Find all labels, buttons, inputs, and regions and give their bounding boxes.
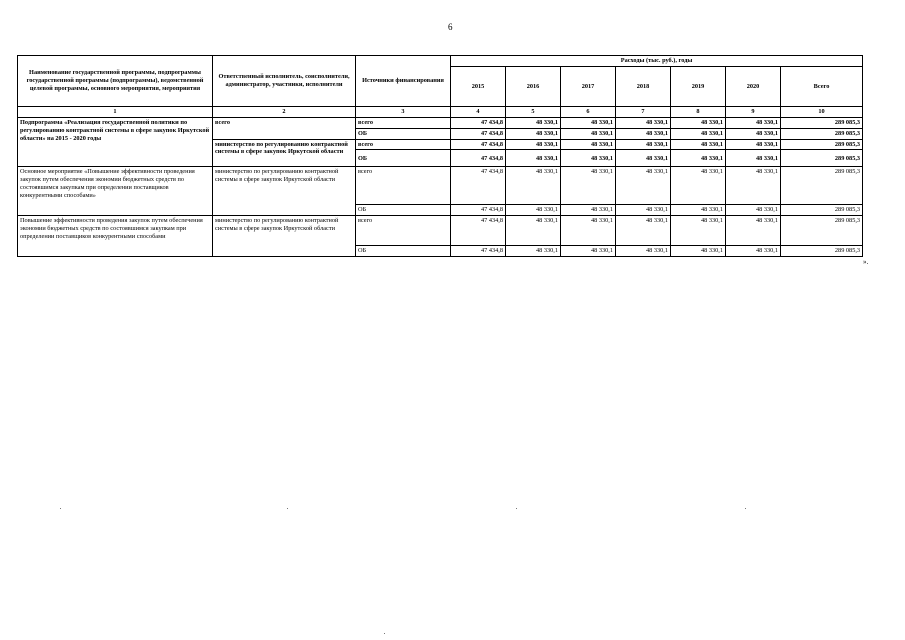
header-expenses: Расходы (тыс. руб.), годы <box>451 56 863 67</box>
column-number: 5 <box>506 107 561 118</box>
header-executor: Ответственный исполнитель, соисполнители, администратор, участники, исполнители <box>213 56 356 107</box>
value-cell: 48 330,1 <box>616 117 671 128</box>
value-cell: 48 330,1 <box>506 150 561 167</box>
source-cell: ОБ <box>356 205 451 216</box>
column-number-row <box>18 107 863 118</box>
value-cell: 48 330,1 <box>671 246 726 257</box>
value-cell: 48 330,1 <box>561 139 616 150</box>
value-cell: 48 330,1 <box>616 128 671 139</box>
header-year: 2015 <box>451 67 506 107</box>
source-cell: всего <box>356 167 451 205</box>
value-cell: 48 330,1 <box>506 205 561 216</box>
value-cell: 48 330,1 <box>561 128 616 139</box>
activity-name: Основное мероприятие «Повышение эффективности проведения закупок путем обеспечения экономии бюджетных средств по состоявшимся закупкам при определении поставщиков конкурентными способами» <box>18 167 213 216</box>
value-cell: 48 330,1 <box>726 128 781 139</box>
source-cell: всего <box>356 117 451 128</box>
value-cell: 48 330,1 <box>616 139 671 150</box>
source-cell: всего <box>356 139 451 150</box>
column-number: 4 <box>451 107 506 118</box>
header-year: 2016 <box>506 67 561 107</box>
value-cell: 48 330,1 <box>671 205 726 216</box>
budget-table <box>17 55 863 257</box>
value-cell: 48 330,1 <box>561 167 616 205</box>
total-cell: 289 085,3 <box>781 150 863 167</box>
value-cell: 48 330,1 <box>561 216 616 246</box>
page-number: 6 <box>448 22 453 32</box>
value-cell: 47 434,8 <box>451 117 506 128</box>
table-row <box>18 216 863 246</box>
value-cell: 48 330,1 <box>671 128 726 139</box>
source-cell: всего <box>356 216 451 246</box>
value-cell: 48 330,1 <box>726 205 781 216</box>
total-cell: 289 085,3 <box>781 139 863 150</box>
value-cell: 47 434,8 <box>451 205 506 216</box>
value-cell: 48 330,1 <box>506 216 561 246</box>
value-cell: 48 330,1 <box>561 117 616 128</box>
value-cell: 47 434,8 <box>451 246 506 257</box>
value-cell: 48 330,1 <box>671 167 726 205</box>
value-cell: 48 330,1 <box>506 117 561 128</box>
value-cell: 48 330,1 <box>671 139 726 150</box>
value-cell: 48 330,1 <box>671 117 726 128</box>
value-cell: 48 330,1 <box>726 139 781 150</box>
column-number: 1 <box>18 107 213 118</box>
table-row <box>18 117 863 128</box>
column-number: 2 <box>213 107 356 118</box>
table-row <box>18 167 863 205</box>
total-cell: 289 085,3 <box>781 246 863 257</box>
value-cell: 48 330,1 <box>506 139 561 150</box>
value-cell: 48 330,1 <box>561 205 616 216</box>
header-year: 2019 <box>671 67 726 107</box>
scan-speck <box>745 508 746 509</box>
column-number: 6 <box>561 107 616 118</box>
value-cell: 48 330,1 <box>671 216 726 246</box>
header-year: 2018 <box>616 67 671 107</box>
executor-cell: министерство по регулированию контрактной системы в сфере закупок Иркутской области <box>213 216 356 257</box>
activity-name: Повышение эффективности проведения закупок путем обеспечения экономии бюджетных средств по состоявшимся закупкам при определении поставщиков конкурентными способами <box>18 216 213 257</box>
value-cell: 47 434,8 <box>451 139 506 150</box>
value-cell: 48 330,1 <box>616 150 671 167</box>
value-cell: 48 330,1 <box>561 246 616 257</box>
header-year: 2017 <box>561 67 616 107</box>
value-cell: 48 330,1 <box>726 167 781 205</box>
value-cell: 48 330,1 <box>506 246 561 257</box>
value-cell: 48 330,1 <box>671 150 726 167</box>
total-cell: 289 085,3 <box>781 167 863 205</box>
value-cell: 48 330,1 <box>506 128 561 139</box>
value-cell: 47 434,8 <box>451 167 506 205</box>
scan-speck <box>384 633 385 634</box>
executor-cell: министерство по регулированию контрактной системы в сфере закупок Иркутской области <box>213 167 356 216</box>
closing-quote-mark: ». <box>863 258 869 266</box>
scan-speck <box>287 508 288 509</box>
source-cell: ОБ <box>356 128 451 139</box>
scan-speck <box>516 508 517 509</box>
value-cell: 48 330,1 <box>561 150 616 167</box>
value-cell: 48 330,1 <box>616 246 671 257</box>
value-cell: 48 330,1 <box>616 216 671 246</box>
value-cell: 47 434,8 <box>451 150 506 167</box>
total-cell: 289 085,3 <box>781 216 863 246</box>
value-cell: 48 330,1 <box>726 246 781 257</box>
total-cell: 289 085,3 <box>781 128 863 139</box>
header-source: Источники финансирования <box>356 56 451 107</box>
column-number: 9 <box>726 107 781 118</box>
header-total: Всего <box>781 67 863 107</box>
total-cell: 289 085,3 <box>781 117 863 128</box>
total-cell: 289 085,3 <box>781 205 863 216</box>
column-number: 3 <box>356 107 451 118</box>
scan-speck <box>60 508 61 509</box>
subprogram-name: Подпрограмма «Реализация государственной политики по регулированию контрактной системы в сфере закупок Иркутской области» на 2015 - 2020 годы <box>18 117 213 167</box>
header-name: Наименование государственной программы, подпрограммы государственной программы (подпрограммы), ведомственной целевой программы, основного мероприятия, мероприятия <box>18 56 213 107</box>
column-number: 7 <box>616 107 671 118</box>
source-cell: ОБ <box>356 246 451 257</box>
value-cell: 48 330,1 <box>726 117 781 128</box>
value-cell: 48 330,1 <box>616 205 671 216</box>
value-cell: 48 330,1 <box>616 167 671 205</box>
executor-cell: всего <box>213 117 356 139</box>
value-cell: 47 434,8 <box>451 128 506 139</box>
column-number: 8 <box>671 107 726 118</box>
column-number: 10 <box>781 107 863 118</box>
executor-cell: министерство по регулированию контрактной системы в сфере закупок Иркутской области <box>213 139 356 167</box>
value-cell: 48 330,1 <box>726 150 781 167</box>
header-year: 2020 <box>726 67 781 107</box>
value-cell: 48 330,1 <box>506 167 561 205</box>
value-cell: 47 434,8 <box>451 216 506 246</box>
source-cell: ОБ <box>356 150 451 167</box>
value-cell: 48 330,1 <box>726 216 781 246</box>
